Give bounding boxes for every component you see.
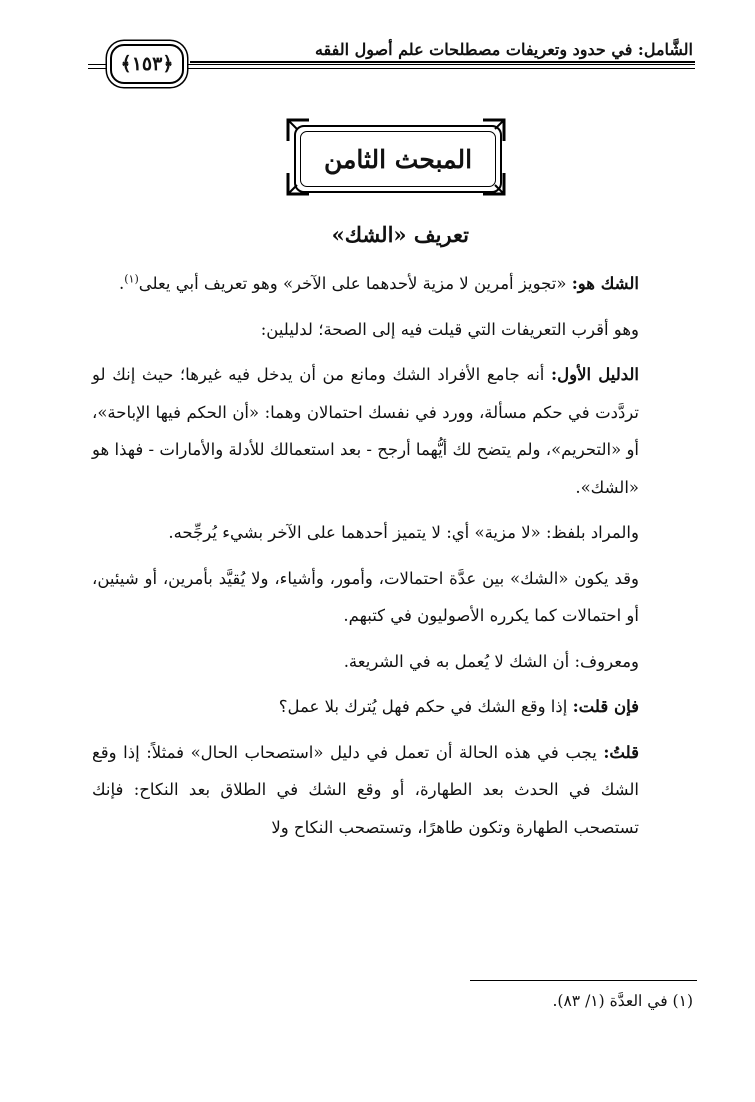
term-label: الشك هو: [571,274,639,293]
paragraph-5: وقد يكون «الشك» بين عدَّة احتمالات، وأمور، وأشياء، ولا يُقيَّد بأمرين، أو شيئين، أو احتمالات كما يكرره الأصوليون في كتبهم. [92,568,639,625]
running-title: الشَّامل: في حدود وتعريفات مصطلحات علم أصول الفقه [314,40,693,59]
section-subtitle: تعريف «الشك» [331,222,469,247]
body-text [92,265,663,854]
header-rule [190,61,695,63]
paragraph-text: أنه جامع الأفراد الشك ومانع من أن يدخل فيه غيرها؛ حيث إنك لو تردَّدت في حكم مسألة، وورد في نفسك احتمالان وهما: «أن الحكم فيها الإباحة»، أو «التحريم»، ولم يتضح لك أيُّهما أرجح - بعد استعمالك للأدلة والأمارات - فهذا هو «الشك». [92,365,639,497]
footnote-text: في العدَّة (١/ ٨٣). [552,992,673,1010]
corner-ornament-top-right-icon [481,117,507,143]
section-title: المبحث الثامن [323,144,473,174]
term-label: فإن قلت: [572,697,639,716]
paragraph-2: وهو أقرب التعريفات التي قيلت فيه إلى الصحة؛ لدليلين: [260,319,639,339]
footnote [553,992,694,1010]
footnote-ref: (١) [124,272,139,286]
paragraph-text: «تجويز أمرين لا مزية لأحدهما على الآخر» وهو تعريف أبي يعلى [138,274,572,293]
section-title-frame [294,125,502,193]
footnote-rule [470,980,697,981]
paragraph-7 [92,688,663,726]
paragraph-end: . [118,274,125,293]
paragraph-4: والمراد بلفظ: «لا مزية» أي: لا يتميز أحدهما على الآخر بشيء يُرجِّحه. [168,523,639,542]
footnote-marker: (١) [672,992,693,1010]
paragraph-3 [92,356,663,506]
paragraph-text: إذا وقع الشك في حكم فهل يُترك بلا عمل؟ [278,697,573,716]
corner-ornament-bottom-right-icon [481,171,507,197]
term-label: الدليل الأول: [551,365,639,384]
paragraph-1 [92,265,663,303]
corner-ornament-bottom-left-icon [285,171,311,197]
corner-ornament-top-left-icon [285,117,311,143]
page-number: ﴿١٥٣﴾ [110,44,184,84]
paragraph-8 [92,734,663,847]
paragraph-6: ومعروف: أن الشك لا يُعمل به في الشريعة. [343,651,639,671]
paragraph-text: يجب في هذه الحالة أن تعمل في دليل «استصحاب الحال» فمثلاً: إذا وقع الشك في الحدث بعد الطهارة، أو وقع الشك في الطلاق بعد النكاح: فإنك تستصحب الطهارة وتكون طاهرًا، وتستصحب النكاح ولا [92,742,639,837]
term-label: قلتُ: [603,742,639,762]
